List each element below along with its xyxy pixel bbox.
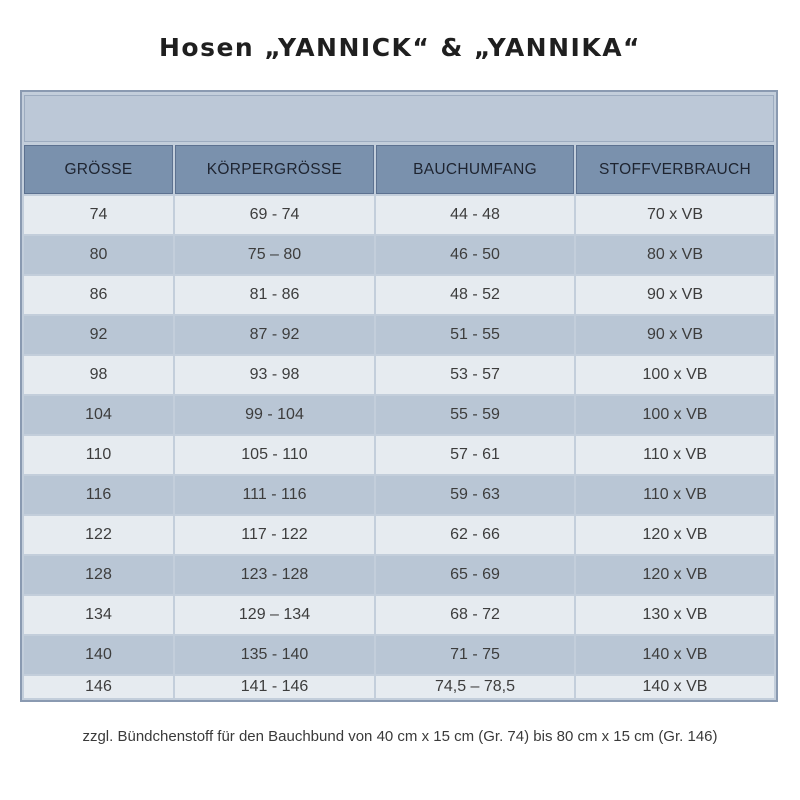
cell-stoffverbrauch: 140 x VB (576, 636, 774, 674)
cell-bauchumfang: 71 - 75 (376, 636, 574, 674)
header-koerpergroesse: KÖRPERGRÖSSE (175, 145, 374, 194)
cell-koerpergroesse: 99 - 104 (175, 396, 374, 434)
cell-groesse: 140 (24, 636, 173, 674)
header-stoffverbrauch: STOFFVERBRAUCH (576, 145, 774, 194)
table-row (24, 676, 776, 698)
cell-groesse: 80 (24, 236, 173, 274)
table-row (24, 556, 776, 594)
cell-groesse: 104 (24, 396, 173, 434)
cell-stoffverbrauch: 70 x VB (576, 196, 774, 234)
table-banner (24, 95, 774, 142)
header-groesse: GRÖSSE (24, 145, 173, 194)
cell-groesse: 146 (24, 676, 173, 698)
table-row (24, 476, 776, 514)
cell-bauchumfang: 57 - 61 (376, 436, 574, 474)
cell-groesse: 74 (24, 196, 173, 234)
table-row (24, 316, 776, 354)
cell-bauchumfang: 51 - 55 (376, 316, 574, 354)
cell-stoffverbrauch: 100 x VB (576, 356, 774, 394)
table-row (24, 436, 776, 474)
cell-koerpergroesse: 69 - 74 (175, 196, 374, 234)
cell-stoffverbrauch: 90 x VB (576, 276, 774, 314)
cell-koerpergroesse: 105 - 110 (175, 436, 374, 474)
cell-koerpergroesse: 123 - 128 (175, 556, 374, 594)
cell-groesse: 134 (24, 596, 173, 634)
cell-stoffverbrauch: 110 x VB (576, 436, 774, 474)
cell-koerpergroesse: 141 - 146 (175, 676, 374, 698)
cell-stoffverbrauch: 120 x VB (576, 516, 774, 554)
cell-koerpergroesse: 75 – 80 (175, 236, 374, 274)
cell-bauchumfang: 59 - 63 (376, 476, 574, 514)
cell-koerpergroesse: 93 - 98 (175, 356, 374, 394)
cell-stoffverbrauch: 120 x VB (576, 556, 774, 594)
table-row (24, 596, 776, 634)
cell-bauchumfang: 68 - 72 (376, 596, 574, 634)
cell-stoffverbrauch: 100 x VB (576, 396, 774, 434)
cell-stoffverbrauch: 140 x VB (576, 676, 774, 698)
cell-groesse: 92 (24, 316, 173, 354)
cell-stoffverbrauch: 90 x VB (576, 316, 774, 354)
table-row (24, 396, 776, 434)
cell-bauchumfang: 62 - 66 (376, 516, 574, 554)
cell-koerpergroesse: 111 - 116 (175, 476, 374, 514)
table-header-row (24, 145, 776, 194)
cell-bauchumfang: 74,5 – 78,5 (376, 676, 574, 698)
footnote: zzgl. Bündchenstoff für den Bauchbund von 40 cm x 15 cm (Gr. 74) bis 80 cm x 15 cm (Gr. 146) (82, 728, 718, 745)
cell-stoffverbrauch: 80 x VB (576, 236, 774, 274)
cell-koerpergroesse: 135 - 140 (175, 636, 374, 674)
cell-bauchumfang: 46 - 50 (376, 236, 574, 274)
cell-groesse: 98 (24, 356, 173, 394)
cell-bauchumfang: 55 - 59 (376, 396, 574, 434)
cell-groesse: 86 (24, 276, 173, 314)
table-row (24, 196, 776, 234)
cell-stoffverbrauch: 110 x VB (576, 476, 774, 514)
page-title: Hosen „YANNICK“ & „YANNIKA“ (159, 33, 641, 62)
cell-bauchumfang: 65 - 69 (376, 556, 574, 594)
cell-groesse: 116 (24, 476, 173, 514)
table-row (24, 516, 776, 554)
cell-bauchumfang: 44 - 48 (376, 196, 574, 234)
cell-koerpergroesse: 117 - 122 (175, 516, 374, 554)
cell-groesse: 128 (24, 556, 173, 594)
table-row (24, 276, 776, 314)
size-table (20, 90, 778, 702)
cell-groesse: 110 (24, 436, 173, 474)
cell-bauchumfang: 53 - 57 (376, 356, 574, 394)
table-row (24, 236, 776, 274)
cell-koerpergroesse: 87 - 92 (175, 316, 374, 354)
cell-stoffverbrauch: 130 x VB (576, 596, 774, 634)
cell-koerpergroesse: 81 - 86 (175, 276, 374, 314)
table-row (24, 356, 776, 394)
table-row (24, 636, 776, 674)
cell-groesse: 122 (24, 516, 173, 554)
cell-bauchumfang: 48 - 52 (376, 276, 574, 314)
cell-koerpergroesse: 129 – 134 (175, 596, 374, 634)
header-bauchumfang: BAUCHUMFANG (376, 145, 574, 194)
